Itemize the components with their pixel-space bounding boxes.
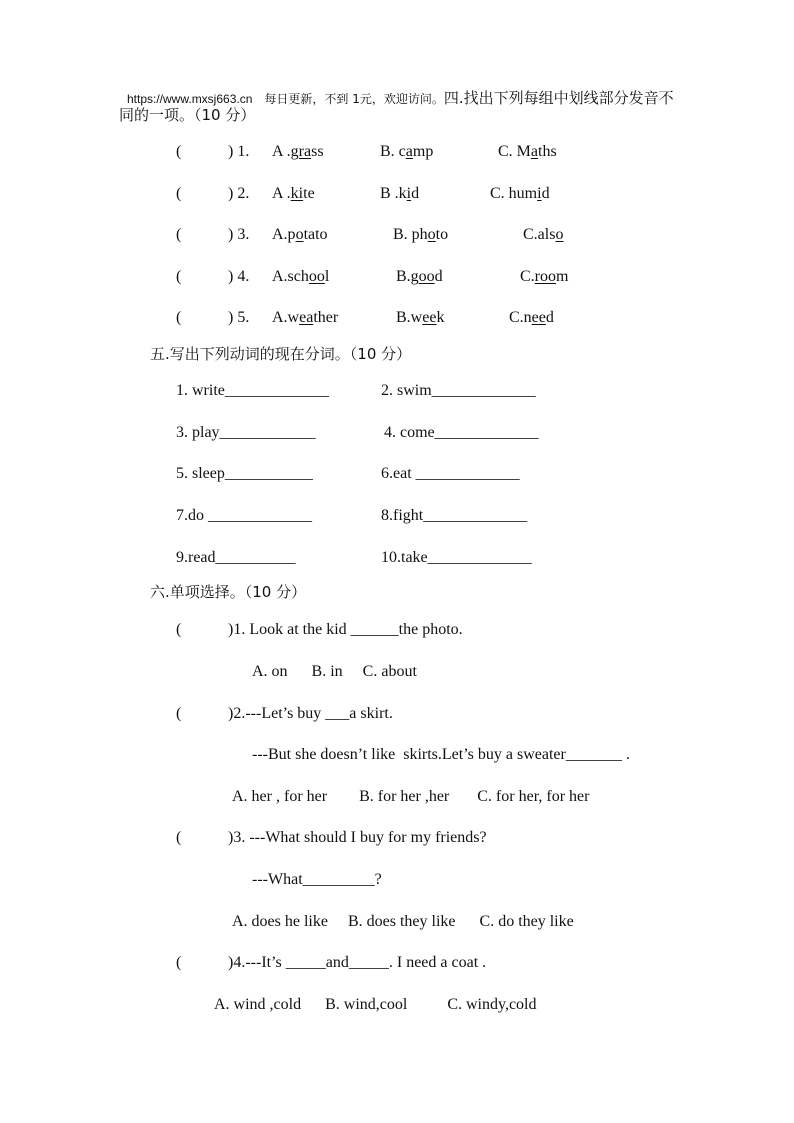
s4-option-a: A.weather: [272, 309, 339, 326]
q4-options: A. wind ,cold B. wind,cool C. windy,cold: [214, 996, 537, 1013]
s4-option-b: B.week: [396, 309, 445, 326]
s4-option-a: A .grass: [272, 143, 324, 160]
verb-item-right: 2. swim_____________: [381, 382, 536, 399]
s4-option-c: C. humid: [490, 185, 550, 202]
s4-option-c: C. Maths: [498, 143, 557, 160]
section5-title: 五.写出下列动词的现在分词。（10 分）: [150, 345, 412, 363]
q1-text: )1. Look at the kid ______the photo.: [228, 621, 463, 638]
q2-paren: (: [176, 705, 182, 722]
verb-item-left: 1. write_____________: [176, 382, 329, 399]
q2-options: A. her , for her B. for her ,her C. for her, for her: [232, 788, 590, 805]
s4-option-b: B. photo: [393, 226, 449, 243]
q4-text: )4.---It’s _____and_____. I need a coat .: [228, 954, 487, 971]
s4-paren: (: [176, 309, 182, 326]
q3-line2: ---What_________?: [252, 871, 382, 888]
q3-text: )3. ---What should I buy for my friends?: [228, 829, 487, 846]
q3-paren: (: [176, 829, 182, 846]
s4-paren: (: [176, 185, 182, 202]
verb-item-left: 5. sleep___________: [176, 465, 313, 482]
s4-option-a: A .kite: [272, 185, 315, 202]
s4-paren: (: [176, 143, 182, 160]
s4-number: ) 3.: [228, 226, 250, 243]
verb-item-right: 4. come_____________: [384, 424, 539, 441]
s4-option-b: B .kid: [380, 185, 420, 202]
verb-item-right: 6.eat _____________: [381, 465, 520, 482]
s4-paren: (: [176, 226, 182, 243]
verb-item-right: 8.fight_____________: [381, 507, 528, 524]
verb-item-right: 10.take_____________: [381, 549, 532, 566]
q4-paren: (: [176, 954, 182, 971]
verb-item-left: 3. play____________: [176, 424, 316, 441]
s4-paren: (: [176, 268, 182, 285]
s4-option-a: A.potato: [272, 226, 328, 243]
header-note: 每日更新，不到 1元，欢迎访问。: [264, 92, 444, 106]
s4-number: ) 5.: [228, 309, 250, 326]
s4-number: ) 4.: [228, 268, 250, 285]
section4-title: 四.找出下列每组中划线部分发音不: [443, 89, 674, 107]
q1-paren: (: [176, 621, 182, 638]
section4-title-cont: 同的一项。（10 分）: [119, 106, 256, 124]
s4-number: ) 1.: [228, 143, 250, 160]
header-line: [119, 68, 674, 109]
q3-options: A. does he like B. does they like C. do they like: [232, 913, 574, 930]
s4-option-c: C.room: [520, 268, 569, 285]
q1-options: A. on B. in C. about: [252, 663, 417, 680]
s4-option-b: B. camp: [380, 143, 434, 160]
verb-item-left: 9.read__________: [176, 549, 296, 566]
s4-option-c: C.also: [523, 226, 564, 243]
s4-option-b: B.good: [396, 268, 443, 285]
s4-number: ) 2.: [228, 185, 250, 202]
verb-item-left: 7.do _____________: [176, 507, 312, 524]
header-url: https://www.mxsj663.cn: [127, 92, 253, 106]
s4-option-c: C.need: [509, 309, 554, 326]
s4-option-a: A.school: [272, 268, 330, 285]
section6-title: 六.单项选择。（10 分）: [150, 583, 307, 601]
q2-line2: ---But she doesn’t like skirts.Let’s buy a sweater_______ .: [252, 746, 630, 763]
q2-text: )2.---Let’s buy ___a skirt.: [228, 705, 393, 722]
